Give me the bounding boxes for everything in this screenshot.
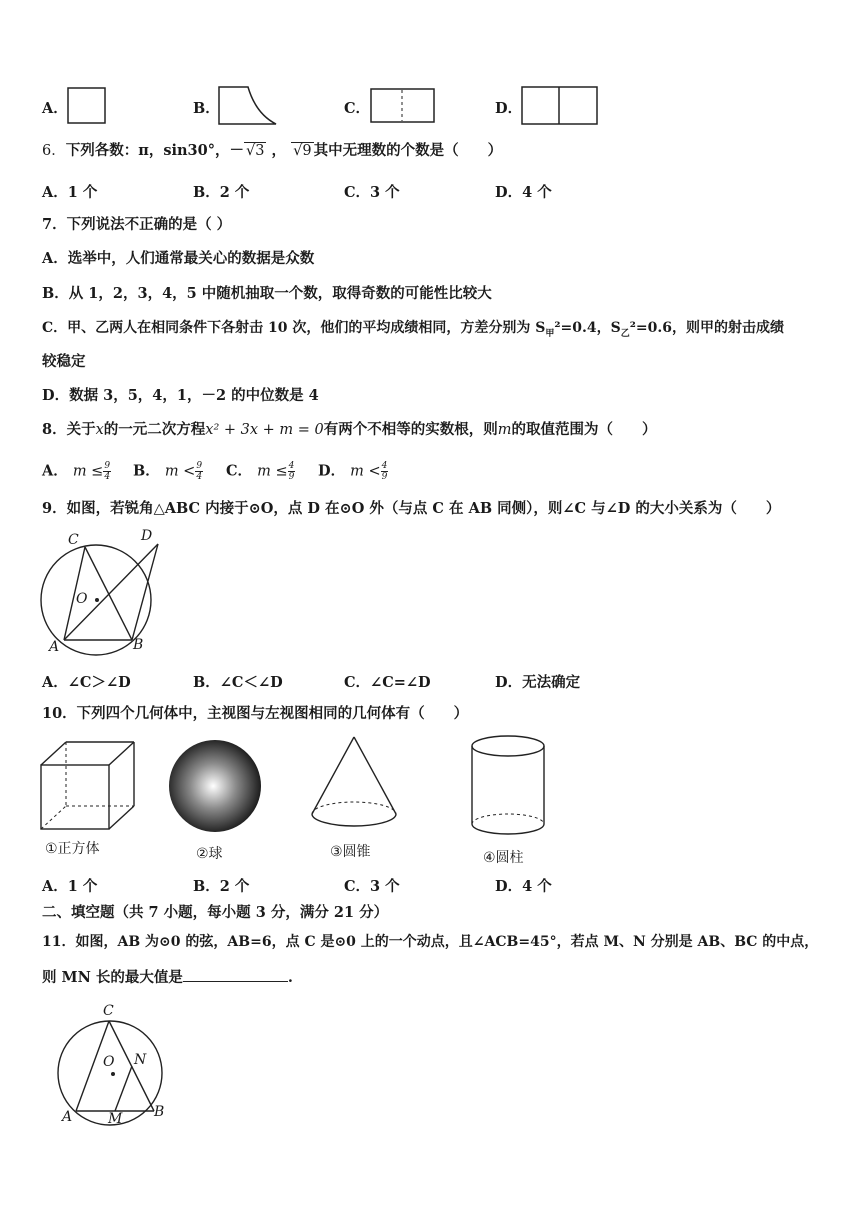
q8-b-relation: m <: [164, 463, 196, 480]
q8-a-fraction: [103, 461, 111, 482]
q8-stem-p4: 的取值范围为（ ）: [511, 421, 657, 438]
q9-label-d: D: [141, 528, 153, 544]
section-2-heading: 二、填空题（共 7 小题，每小题 3 分，满分 21 分）: [42, 904, 389, 921]
q8-b-fraction: [195, 461, 203, 482]
q10-sphere-figure: [168, 739, 264, 835]
q10-option-c: C．3 个: [344, 878, 400, 895]
q7-c-pre: C．甲、乙两人在相同条件下各射击 10 次，他们的平均成绩相同，方差分别为 S: [42, 320, 546, 336]
q6-radical-3: √3: [246, 143, 265, 159]
q6-stem: [42, 141, 502, 161]
q10-option-d: D．4 个: [495, 878, 552, 895]
q11-stem-line2: [42, 967, 293, 988]
q5-figure-a: [67, 87, 107, 125]
q6-comma: ，: [271, 142, 287, 159]
q9-figure: [38, 528, 168, 656]
q8-stem: [42, 420, 657, 440]
q8-option-c: [226, 461, 295, 482]
q10-cylinder-figure: [469, 734, 547, 840]
q8-d-denominator: 9: [381, 472, 388, 482]
q6-stem-post: 其中无理数的个数是（ ）: [313, 142, 503, 159]
q10-option-a: A．1 个: [42, 878, 98, 895]
q8-equation: x² + 3x + m = 0: [205, 422, 324, 438]
q6-radical-9: √9: [293, 143, 312, 159]
q8-stem-p3: 有两个不相等的实数根，则: [323, 421, 498, 438]
q8-stem-p2: 的一元二次方程: [103, 421, 206, 438]
q7-c-sub-yi: 乙: [620, 328, 630, 339]
q8-c-fraction: [288, 461, 296, 482]
q8-b-label: B．: [133, 462, 160, 480]
q5-figure-c: [370, 88, 436, 124]
q5-figure-b: [218, 86, 278, 126]
q7-option-c: [42, 318, 784, 344]
q6-number: 6．: [42, 143, 66, 159]
q8-a-denominator: 4: [104, 472, 111, 482]
q7-stem: 7．下列说法不正确的是（ ）: [42, 216, 232, 233]
q11-label-o: O: [103, 1054, 115, 1070]
q11-stem-line1: 11．如图，AB 为⊙0 的弦，AB=6，点 C 是⊙0 上的一个动点，且∠ACB=45°，若点 M、N 分别是 AB、BC 的中点，: [42, 934, 819, 950]
q10-cube-figure: [40, 740, 136, 832]
q8-c-numerator: 4: [288, 461, 295, 471]
q8-option-b: [133, 461, 203, 482]
q8-c-denominator: 9: [288, 472, 295, 482]
q11-label-b: B: [154, 1104, 165, 1120]
q8-b-numerator: 9: [196, 461, 203, 471]
q8-variable-x: x: [95, 422, 104, 438]
q6-option-c: C．3 个: [344, 184, 400, 201]
q5-figure-d: [521, 86, 599, 126]
q5-option-c-label: C．: [344, 100, 371, 117]
q6-radicand-9: 9: [302, 143, 312, 159]
q11-label-c: C: [103, 1003, 114, 1019]
q10-cone-figure: [309, 735, 399, 831]
q6-option-a: A．1 个: [42, 184, 98, 201]
q9-label-c: C: [68, 532, 79, 548]
q8-d-relation: m <: [350, 463, 381, 480]
q7-option-c-continued: 较稳定: [42, 353, 86, 370]
q8-d-label: D．: [318, 462, 346, 480]
q8-a-label: A．: [42, 462, 68, 480]
q8-stem-p1: 8．关于: [42, 421, 96, 438]
q8-b-denominator: 4: [196, 472, 203, 482]
q9-option-c: C．∠C=∠D: [344, 674, 431, 691]
q8-c-label: C．: [226, 462, 253, 480]
q7-option-b: B．从 1，2，3，4，5 中随机抽取一个数，取得奇数的可能性比较大: [42, 285, 492, 302]
q8-option-d: [318, 461, 388, 482]
q10-caption-sphere: ②球: [196, 846, 223, 862]
q11-label-a: A: [62, 1109, 73, 1125]
q7-option-d: D．数据 3，5，4，1，－2 的中位数是 4: [42, 387, 319, 404]
q9-stem: 9．如图，若锐角△ABC 内接于⊙O，点 D 在⊙O 外（与点 C 在 AB 同侧），则∠C 与∠D 的大小关系为（ ）: [42, 500, 781, 517]
q5-option-b-label: B．: [193, 100, 220, 117]
q11-stem-pre: 则 MN 长的最大值是: [42, 969, 183, 986]
q5-option-d-label: D．: [495, 100, 523, 117]
q11-answer-blank[interactable]: [183, 967, 288, 982]
q8-a-numerator: 9: [104, 461, 111, 471]
q9-label-b: B: [133, 637, 144, 653]
q5-option-a-label: A．: [42, 100, 68, 117]
q7-c-post: ²=0.6，则甲的射击成绩: [629, 320, 784, 336]
q8-d-fraction: [381, 461, 389, 482]
q10-option-b: B．2 个: [193, 878, 250, 895]
q10-caption-cone: ③圆锥: [330, 844, 371, 860]
q8-c-relation: m ≤: [257, 463, 288, 480]
q11-stem-period: .: [287, 969, 293, 986]
q9-option-a: A．∠C＞∠D: [42, 674, 131, 691]
q9-label-a: A: [49, 639, 60, 655]
q6-option-b: B．2 个: [193, 184, 250, 201]
q9-option-d: D．无法确定: [495, 674, 581, 691]
q8-variable-m: m: [497, 422, 512, 438]
q11-label-m: M: [108, 1111, 123, 1127]
q10-caption-cylinder: ④圆柱: [483, 850, 524, 866]
q8-a-relation: m ≤: [72, 463, 104, 480]
q6-option-d: D．4 个: [495, 184, 552, 201]
q6-stem-pre: 下列各数：π，sin30°，－: [65, 142, 244, 159]
q9-option-b: B．∠C＜∠D: [193, 674, 283, 691]
q8-d-numerator: 4: [381, 461, 388, 471]
q7-c-mid: ²=0.4，S: [554, 320, 621, 336]
q8-option-a: [42, 461, 111, 482]
q9-label-o: O: [76, 591, 88, 607]
q6-radicand-3: 3: [255, 143, 265, 159]
q7-option-a: A．选举中，人们通常最关心的数据是众数: [42, 250, 315, 267]
q11-label-n: N: [134, 1052, 147, 1068]
q7-c-sub-jia: 甲: [545, 328, 555, 339]
q10-stem: 10．下列四个几何体中，主视图与左视图相同的几何体有（ ）: [42, 705, 469, 722]
q10-caption-cube: ①正方体: [45, 841, 100, 857]
